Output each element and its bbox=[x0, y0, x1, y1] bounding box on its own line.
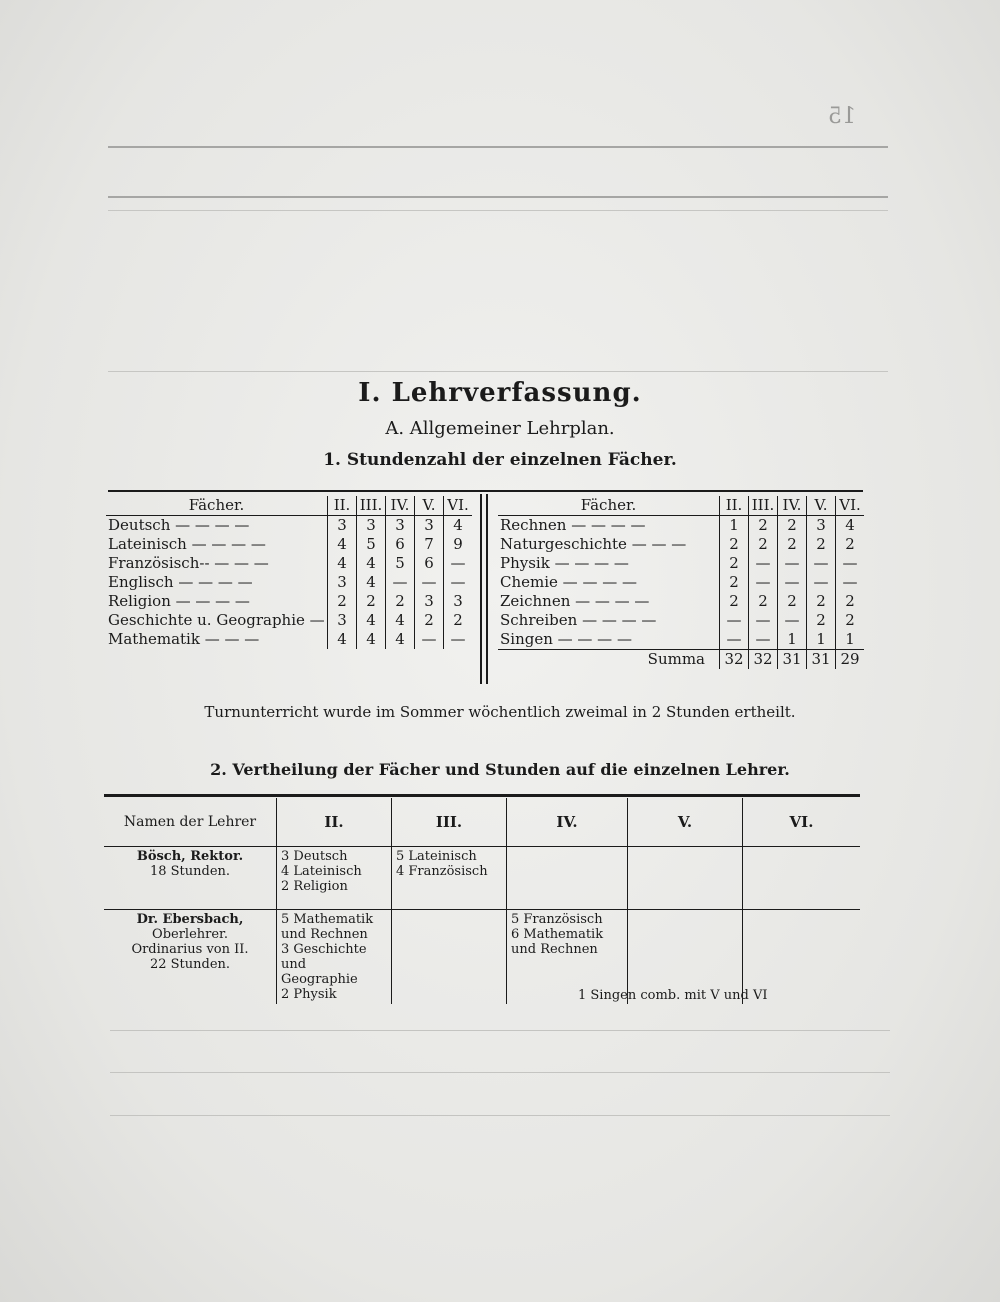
page-number: 15 bbox=[828, 104, 856, 129]
subject-cell: Zeichnen — — — — bbox=[500, 592, 650, 610]
hours-cell: 6 bbox=[386, 535, 415, 554]
hours-cell: — bbox=[386, 573, 415, 592]
summa-row bbox=[498, 650, 864, 670]
teacher-cell bbox=[104, 847, 277, 910]
class-cell bbox=[277, 847, 392, 910]
subject-cell: Physik — — — — bbox=[500, 554, 629, 572]
class-cell bbox=[628, 847, 743, 910]
summa-cell: 29 bbox=[836, 650, 865, 670]
subject-cell: Lateinisch — — — — bbox=[108, 535, 266, 553]
hours-cell: — bbox=[836, 554, 865, 573]
hours-cell: 2 bbox=[749, 535, 778, 554]
hours-cell: 2 bbox=[444, 611, 473, 630]
teacher-hours: 18 Stunden. bbox=[149, 864, 231, 879]
table-row bbox=[106, 535, 472, 554]
lesson-entry: 3 Deutsch bbox=[281, 849, 348, 864]
col-header: II. bbox=[328, 496, 357, 516]
bleed-through-rule bbox=[108, 146, 888, 148]
subject-cell: Naturgeschichte — — — bbox=[500, 535, 687, 553]
hours-cell: — bbox=[444, 554, 473, 573]
hours-cell: — bbox=[807, 554, 836, 573]
class-cell bbox=[392, 847, 507, 910]
lesson-entry: und Rechnen bbox=[511, 942, 598, 957]
hours-cell: — bbox=[444, 630, 473, 649]
table-row bbox=[498, 535, 864, 554]
lesson-entry: 5 Französisch bbox=[511, 912, 603, 927]
table-row bbox=[106, 611, 472, 630]
col-header: Namen der Lehrer bbox=[104, 798, 277, 847]
bleed-through-block bbox=[108, 210, 888, 372]
teacher-name: Dr. Ebersbach, bbox=[136, 912, 244, 927]
subject-cell: Religion — — — — bbox=[108, 592, 250, 610]
hours-cell: — bbox=[778, 573, 807, 592]
hours-cell: 4 bbox=[836, 516, 865, 536]
hours-cell: 2 bbox=[807, 592, 836, 611]
summa-cell: 31 bbox=[807, 650, 836, 670]
teacher-title: Oberlehrer. bbox=[152, 927, 228, 942]
hours-cell: 2 bbox=[836, 535, 865, 554]
subject-cell: Rechnen — — — — bbox=[500, 516, 646, 534]
table-row bbox=[498, 611, 864, 630]
lesson-entry: 2 Physik bbox=[281, 987, 337, 1002]
hours-cell: 2 bbox=[807, 535, 836, 554]
table1-left bbox=[106, 496, 472, 649]
bleed-through-rule bbox=[110, 1115, 890, 1116]
subject-cell: Französisch-- — — — bbox=[108, 554, 269, 572]
hours-cell: 4 bbox=[328, 535, 357, 554]
hours-cell: — bbox=[720, 630, 749, 650]
gym-note: Turnunterricht wurde im Sommer wöchentlich zweimal in 2 Stunden ertheilt. bbox=[204, 703, 796, 721]
table-row bbox=[106, 630, 472, 649]
hours-cell: 2 bbox=[720, 592, 749, 611]
hours-cell: 2 bbox=[415, 611, 444, 630]
table2-top-rule bbox=[104, 794, 860, 797]
subject-cell: Schreiben — — — — bbox=[500, 611, 657, 629]
table2 bbox=[104, 798, 860, 1004]
hours-cell: 2 bbox=[720, 573, 749, 592]
table1-right bbox=[498, 496, 864, 669]
table1-top-rule bbox=[108, 490, 863, 492]
table1-divider bbox=[480, 494, 482, 684]
hours-cell: 2 bbox=[357, 592, 386, 611]
class-cell bbox=[277, 910, 392, 1005]
hours-cell: 3 bbox=[807, 516, 836, 536]
hours-cell: 3 bbox=[328, 573, 357, 592]
table-row bbox=[498, 516, 864, 536]
col-header: V. bbox=[807, 496, 836, 516]
hours-cell: 3 bbox=[328, 516, 357, 536]
hours-cell: — bbox=[415, 573, 444, 592]
hours-cell: — bbox=[444, 573, 473, 592]
hours-cell: 2 bbox=[328, 592, 357, 611]
hours-cell: 1 bbox=[836, 630, 865, 650]
hours-cell: 4 bbox=[444, 516, 473, 536]
subject-cell: Englisch — — — — bbox=[108, 573, 253, 591]
hours-cell: 3 bbox=[415, 592, 444, 611]
hours-cell: 3 bbox=[386, 516, 415, 536]
teacher-name: Bösch, Rektor. bbox=[136, 849, 244, 864]
col-header: VI. bbox=[743, 798, 861, 847]
hours-cell: 2 bbox=[778, 516, 807, 536]
col-header: II. bbox=[720, 496, 749, 516]
hours-cell: 2 bbox=[807, 611, 836, 630]
table-row bbox=[106, 554, 472, 573]
col-header: IV. bbox=[386, 496, 415, 516]
subheading: A. Allgemeiner Lehrplan. bbox=[385, 418, 615, 439]
col-header: III. bbox=[357, 496, 386, 516]
lesson-entry: und Rechnen bbox=[281, 927, 368, 942]
hours-cell: 6 bbox=[415, 554, 444, 573]
hours-cell: 2 bbox=[836, 611, 865, 630]
bleed-through-rule bbox=[110, 1030, 890, 1031]
combined-singing-entry: 1 Singen comb. mit V und VI bbox=[578, 988, 768, 1003]
teacher-hours: 22 Stunden. bbox=[149, 957, 231, 972]
section1-title: 1. Stundenzahl der einzelnen Fächer. bbox=[323, 450, 677, 470]
hours-cell: — bbox=[807, 573, 836, 592]
hours-cell: 4 bbox=[357, 630, 386, 649]
hours-cell: 1 bbox=[720, 516, 749, 536]
table-row bbox=[104, 847, 860, 910]
section2-title: 2. Vertheilung der Fächer und Stunden auf die einzelnen Lehrer. bbox=[210, 760, 790, 779]
table-row bbox=[106, 592, 472, 611]
table-row bbox=[498, 554, 864, 573]
table1-divider bbox=[486, 494, 488, 684]
table-row bbox=[106, 516, 472, 536]
hours-cell: 2 bbox=[749, 592, 778, 611]
bleed-through-rule bbox=[108, 196, 888, 198]
lesson-entry: 6 Mathematik bbox=[511, 927, 604, 942]
page-heading: I. Lehrverfassung. bbox=[358, 378, 642, 408]
lesson-entry: 5 Mathematik bbox=[281, 912, 374, 927]
col-header: III. bbox=[392, 798, 507, 847]
hours-cell: — bbox=[749, 611, 778, 630]
col-header: VI. bbox=[836, 496, 865, 516]
lesson-entry: 2 Religion bbox=[281, 879, 348, 894]
hours-cell: 4 bbox=[328, 630, 357, 649]
col-header: V. bbox=[415, 496, 444, 516]
hours-cell: — bbox=[778, 611, 807, 630]
teacher-ordinarius: Ordinarius von II. bbox=[131, 942, 249, 957]
lesson-entry: 5 Lateinisch bbox=[396, 849, 477, 864]
col-header: Fächer. bbox=[106, 496, 328, 516]
hours-cell: 2 bbox=[386, 592, 415, 611]
hours-cell: — bbox=[836, 573, 865, 592]
class-cell bbox=[743, 847, 861, 910]
hours-cell: — bbox=[415, 630, 444, 649]
subject-cell: Geschichte u. Geographie — bbox=[108, 611, 325, 629]
hours-cell: 4 bbox=[386, 611, 415, 630]
class-cell bbox=[392, 910, 507, 1005]
hours-cell: — bbox=[749, 630, 778, 650]
hours-cell: 3 bbox=[444, 592, 473, 611]
hours-cell: 4 bbox=[357, 611, 386, 630]
hours-cell: 2 bbox=[749, 516, 778, 536]
lesson-entry: Geographie bbox=[281, 972, 358, 987]
hours-cell: 1 bbox=[778, 630, 807, 650]
hours-cell: 1 bbox=[807, 630, 836, 650]
hours-cell: 3 bbox=[328, 611, 357, 630]
hours-cell: — bbox=[720, 611, 749, 630]
col-header: V. bbox=[628, 798, 743, 847]
subject-cell: Deutsch — — — — bbox=[108, 516, 250, 534]
hours-cell: 4 bbox=[386, 630, 415, 649]
teacher-cell bbox=[104, 910, 277, 1005]
hours-cell: 3 bbox=[357, 516, 386, 536]
summa-cell: 32 bbox=[720, 650, 749, 670]
hours-cell: 3 bbox=[415, 516, 444, 536]
col-header: II. bbox=[277, 798, 392, 847]
summa-cell: 32 bbox=[749, 650, 778, 670]
hours-cell: 5 bbox=[386, 554, 415, 573]
class-cell bbox=[507, 847, 628, 910]
table-row bbox=[498, 573, 864, 592]
hours-cell: — bbox=[749, 554, 778, 573]
lesson-entry: 4 Französisch bbox=[396, 864, 488, 879]
hours-cell: 4 bbox=[328, 554, 357, 573]
hours-cell: 4 bbox=[357, 554, 386, 573]
col-header: IV. bbox=[778, 496, 807, 516]
hours-cell: — bbox=[778, 554, 807, 573]
col-header: IV. bbox=[507, 798, 628, 847]
col-header: Fächer. bbox=[498, 496, 720, 516]
table-row bbox=[106, 573, 472, 592]
table-row bbox=[498, 592, 864, 611]
table-row bbox=[498, 630, 864, 650]
hours-cell: 2 bbox=[720, 535, 749, 554]
hours-cell: 2 bbox=[720, 554, 749, 573]
col-header: VI. bbox=[444, 496, 473, 516]
hours-cell: 9 bbox=[444, 535, 473, 554]
summa-cell: 31 bbox=[778, 650, 807, 670]
hours-cell: 2 bbox=[778, 535, 807, 554]
hours-cell: 4 bbox=[357, 573, 386, 592]
hours-cell: 2 bbox=[778, 592, 807, 611]
bleed-through-rule bbox=[110, 1072, 890, 1073]
subject-cell: Singen — — — — bbox=[500, 630, 632, 648]
lesson-entry: 3 Geschichte und bbox=[281, 942, 367, 972]
hours-cell: 5 bbox=[357, 535, 386, 554]
subject-cell: Chemie — — — — bbox=[500, 573, 637, 591]
lesson-entry: 4 Lateinisch bbox=[281, 864, 362, 879]
summa-label: Summa bbox=[647, 650, 705, 668]
hours-cell: — bbox=[749, 573, 778, 592]
col-header: III. bbox=[749, 496, 778, 516]
hours-cell: 2 bbox=[836, 592, 865, 611]
hours-cell: 7 bbox=[415, 535, 444, 554]
subject-cell: Mathematik — — — bbox=[108, 630, 260, 648]
